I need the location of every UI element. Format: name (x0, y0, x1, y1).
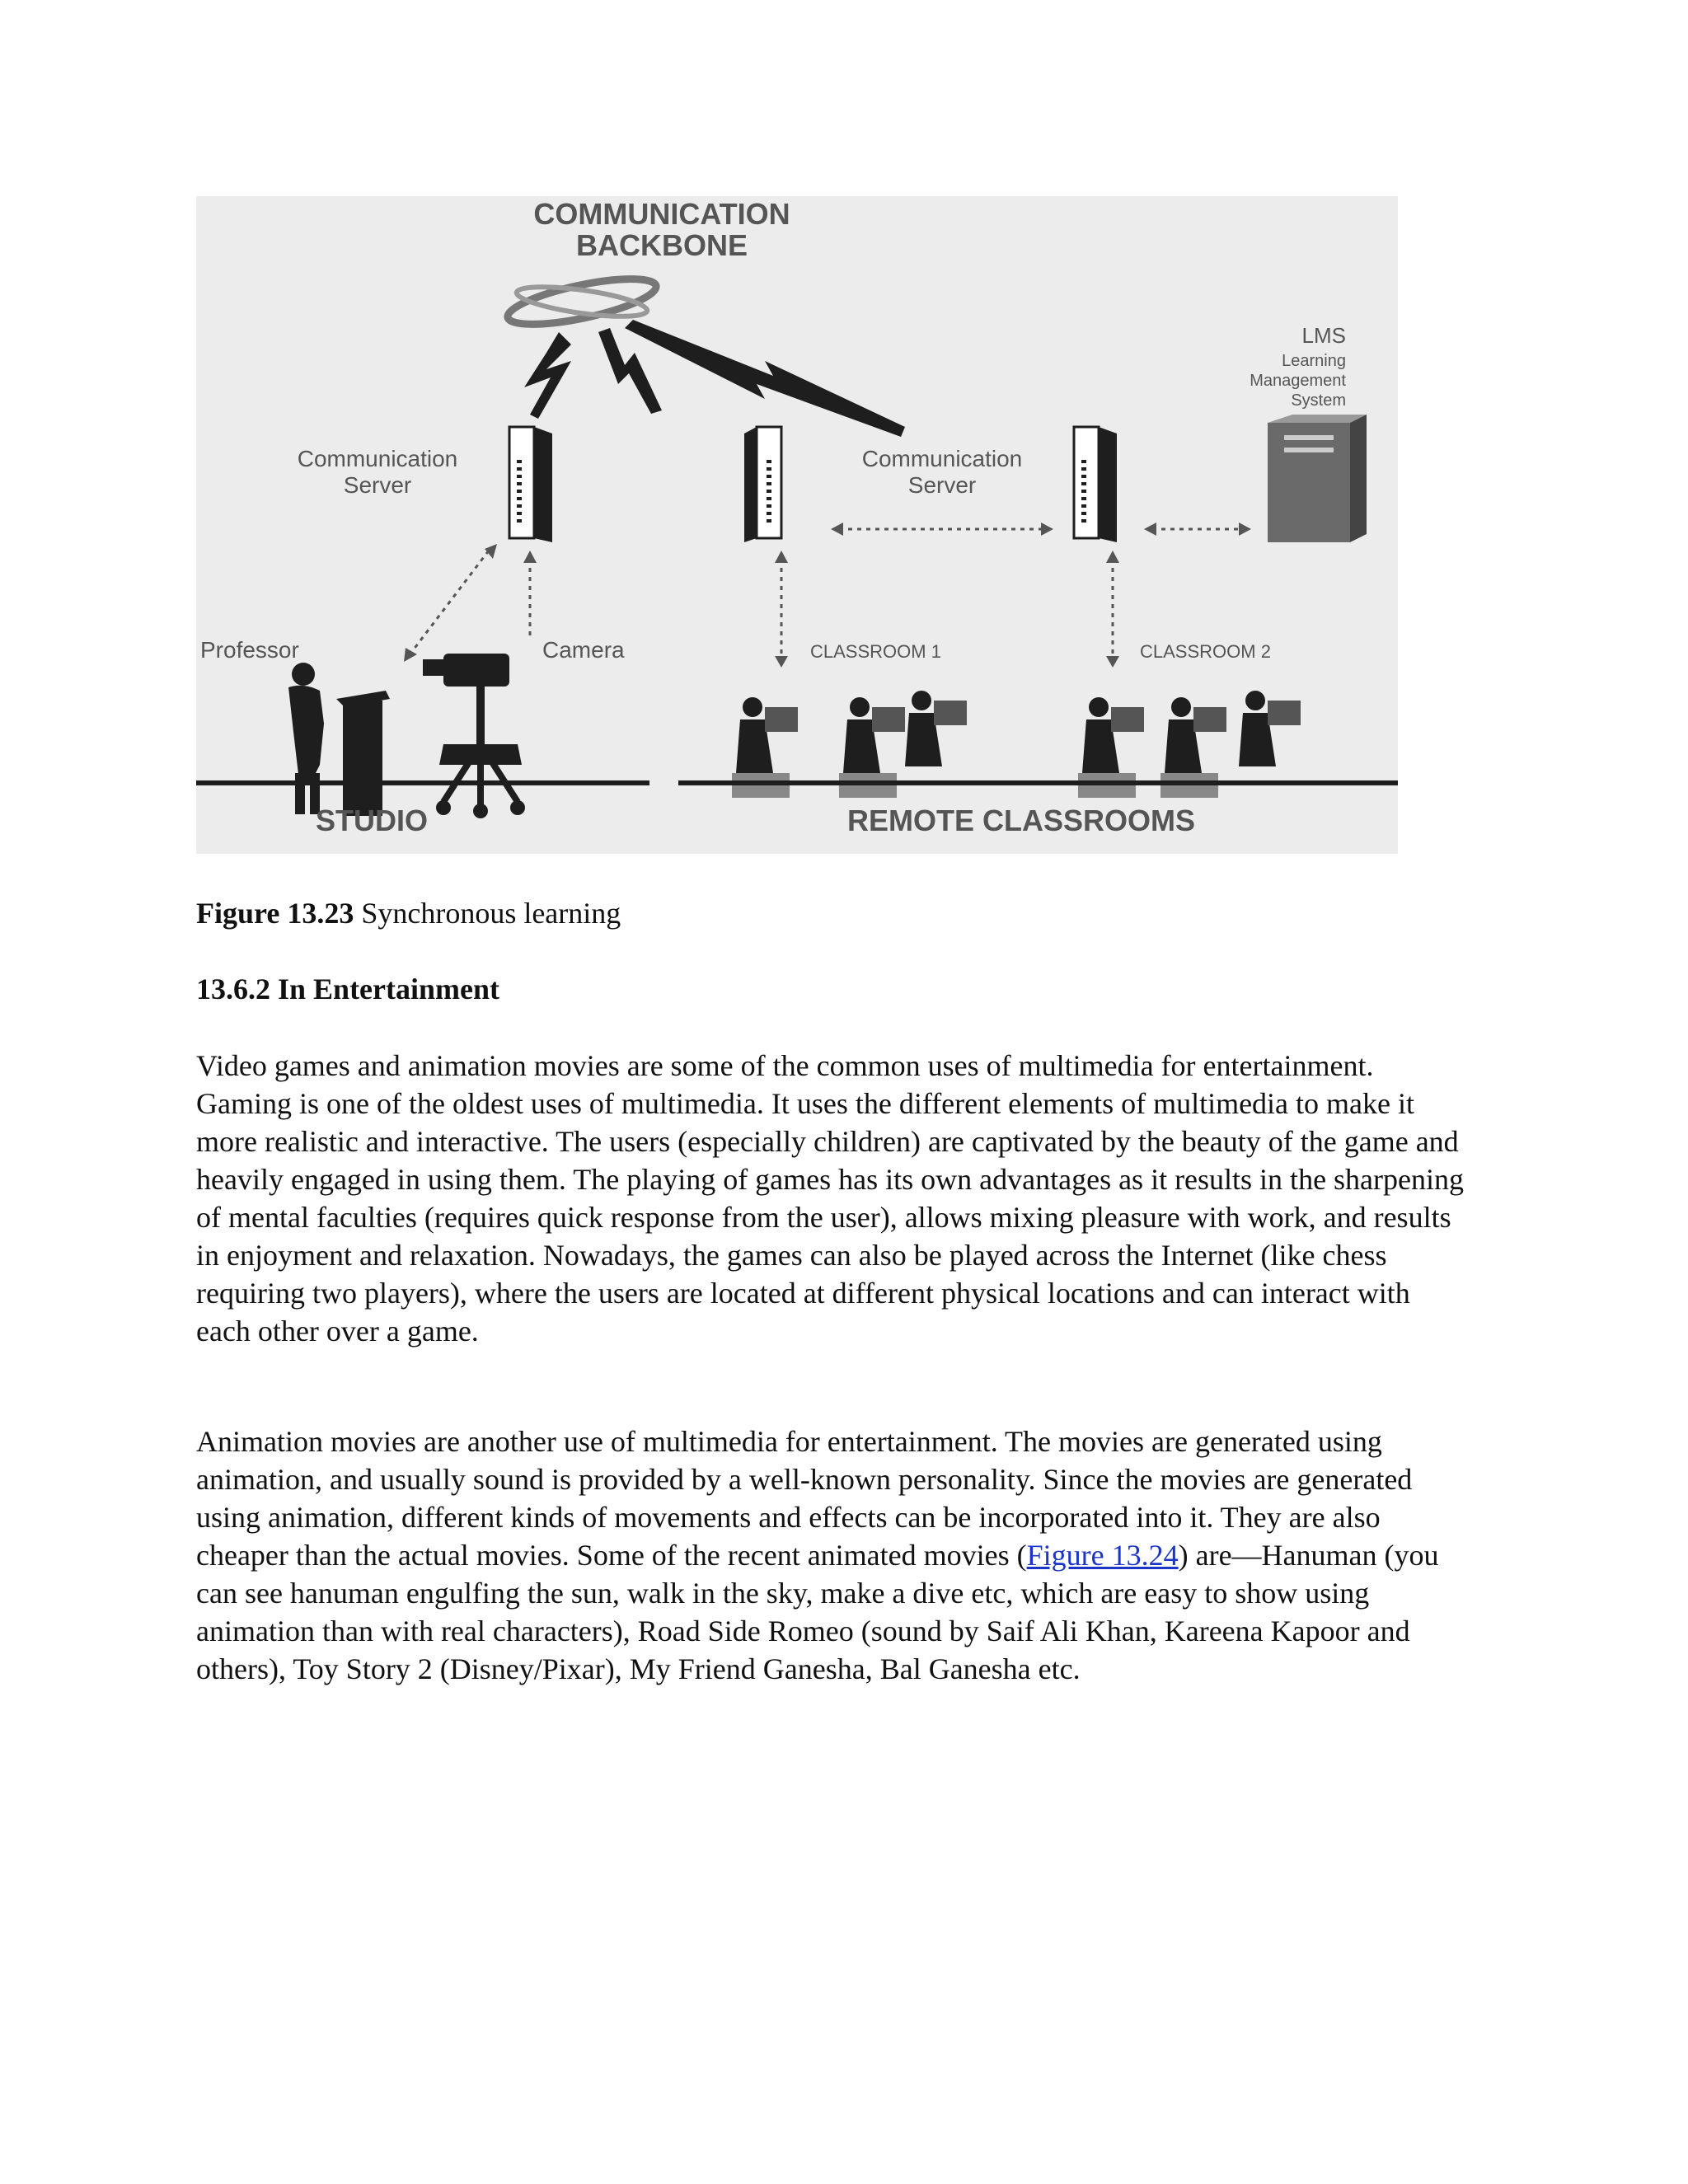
professor-silhouette (288, 663, 390, 816)
lms-computer-icon (1268, 415, 1367, 542)
server-left-label-line1: Communication (297, 446, 458, 471)
lms-label-line2: Management (1250, 372, 1346, 390)
paragraph-animation (196, 1422, 1465, 1688)
paragraph-animation-text-after: ) are—Hanuman (you can see hanuman engulfing the sun, walk in the sky, make a dive etc, which are easy to show using animation than with real characters), Road Side Romeo (sound by Saif Ali Khan, Kareena Kapoor and others), Toy Story 2 (Disney/Pixar), My Friend Ganesha, Bal Ganesha etc. (196, 1539, 1439, 1685)
server-left-label-line2: Server (343, 472, 412, 498)
figure-caption-text: Synchronous learning (354, 897, 621, 930)
classroom2-label: CLASSROOM 2 (1140, 641, 1271, 662)
remote-classrooms-label: REMOTE CLASSROOMS (847, 804, 1196, 837)
connection-arrows (410, 529, 1243, 658)
backbone-label-line1: COMMUNICATION (533, 197, 790, 231)
lms-label-line1: Learning (1282, 352, 1346, 370)
wireless-links (524, 320, 905, 437)
server-right-label-line2: Server (907, 472, 977, 498)
lms-label-line3: System (1291, 391, 1346, 410)
classroom1-label: CLASSROOM 1 (810, 641, 941, 662)
figure-caption (196, 895, 621, 931)
paragraph-games: Video games and animation movies are some of the common uses of multimedia for entertainment. Gaming is one of the oldest uses of multimedia. It uses the different elements of multimedia to make it more realistic and interactive. The users (especially children) are captivated by the beauty of the game and heavily engaged in using them. The playing of games has its own advantages as it results in the sharpening of mental faculties (requires quick response from the user), allows mixing pleasure with work, and results in enjoyment and relaxation. Nowadays, the games can also be played across the Internet (like chess requiring two players), where the users are located at different physical locations and can interact with each other over a game. (196, 1049, 1464, 1347)
camera-silhouette (423, 654, 525, 818)
figure-13-24-link[interactable]: Figure 13.24 (1026, 1539, 1179, 1572)
figure-caption-label: Figure 13.23 (196, 897, 354, 930)
lms-label: LMS (1301, 323, 1346, 348)
server-right-icon (1074, 427, 1117, 542)
paragraph-animation-text-before: Animation movies are another use of multimedia for entertainment. The movies are generated using animation, and usually sound is provided by a well-known personality. Since the movies are generated using animation, different kinds of movements and effects can be incorporated into it. They are also cheaper than the actual movies. Some of the recent animated movies ( (196, 1425, 1413, 1572)
synchronous-learning-figure (196, 196, 1398, 854)
camera-label: Camera (542, 637, 625, 663)
server-middle-icon (744, 427, 781, 542)
server-right-label-line1: Communication (861, 446, 1023, 471)
server-left-icon (509, 427, 552, 542)
section-heading: 13.6.2 In Entertainment (196, 972, 499, 1005)
studio-label: STUDIO (316, 804, 429, 837)
professor-label: Professor (200, 637, 299, 663)
backbone-label-line2: BACKBONE (575, 228, 748, 262)
